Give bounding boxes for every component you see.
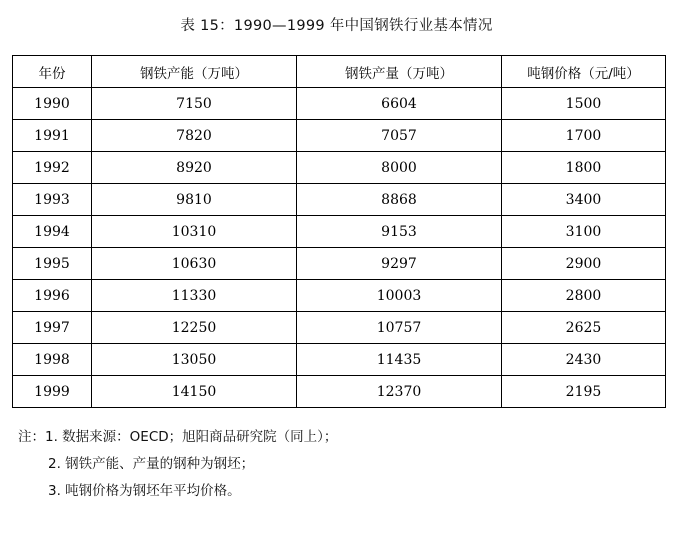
cell-year: 1995 — [13, 248, 92, 280]
column-header-capacity: 钢铁产能（万吨） — [92, 56, 297, 88]
cell-capacity: 8920 — [92, 152, 297, 184]
cell-capacity: 10310 — [92, 216, 297, 248]
table-row — [13, 312, 666, 344]
cell-price: 1700 — [502, 120, 666, 152]
column-header-year: 年份 — [13, 56, 92, 88]
cell-price: 1500 — [502, 88, 666, 120]
cell-capacity: 11330 — [92, 280, 297, 312]
table-row — [13, 280, 666, 312]
table-head — [13, 56, 666, 88]
cell-price: 2430 — [502, 344, 666, 376]
cell-capacity: 12250 — [92, 312, 297, 344]
cell-price: 2625 — [502, 312, 666, 344]
cell-output: 8868 — [297, 184, 502, 216]
cell-price: 3400 — [502, 184, 666, 216]
table-header-row — [13, 56, 666, 88]
table-row — [13, 88, 666, 120]
table-container — [12, 55, 661, 408]
table-row — [13, 248, 666, 280]
cell-output: 8000 — [297, 152, 502, 184]
cell-price: 3100 — [502, 216, 666, 248]
cell-output: 11435 — [297, 344, 502, 376]
table-row — [13, 120, 666, 152]
cell-year: 1999 — [13, 376, 92, 408]
column-header-output: 钢铁产量（万吨） — [297, 56, 502, 88]
cell-output: 6604 — [297, 88, 502, 120]
table-row — [13, 152, 666, 184]
cell-year: 1990 — [13, 88, 92, 120]
cell-year: 1996 — [13, 280, 92, 312]
cell-output: 7057 — [297, 120, 502, 152]
cell-year: 1997 — [13, 312, 92, 344]
steel-industry-table — [12, 55, 666, 408]
note-line-1: 注：1. 数据来源：OECD；旭阳商品研究院（同上）； — [18, 429, 338, 445]
column-header-price: 吨钢价格（元/吨） — [502, 56, 666, 88]
cell-year: 1994 — [13, 216, 92, 248]
table-notes — [0, 424, 673, 505]
cell-price: 2195 — [502, 376, 666, 408]
table-row — [13, 376, 666, 408]
cell-capacity: 14150 — [92, 376, 297, 408]
table-row — [13, 216, 666, 248]
cell-year: 1991 — [13, 120, 92, 152]
cell-output: 12370 — [297, 376, 502, 408]
cell-output: 10757 — [297, 312, 502, 344]
note-line-3: 3. 吨钢价格为钢坯年平均价格。 — [48, 483, 241, 499]
table-row — [13, 344, 666, 376]
cell-capacity: 7820 — [92, 120, 297, 152]
table-body — [13, 88, 666, 408]
cell-price: 1800 — [502, 152, 666, 184]
cell-output: 10003 — [297, 280, 502, 312]
cell-price: 2900 — [502, 248, 666, 280]
cell-capacity: 7150 — [92, 88, 297, 120]
cell-capacity: 13050 — [92, 344, 297, 376]
cell-year: 1993 — [13, 184, 92, 216]
table-row — [13, 184, 666, 216]
cell-capacity: 9810 — [92, 184, 297, 216]
cell-output: 9297 — [297, 248, 502, 280]
cell-year: 1992 — [13, 152, 92, 184]
cell-year: 1998 — [13, 344, 92, 376]
cell-output: 9153 — [297, 216, 502, 248]
table-caption: 表 15：1990—1999 年中国钢铁行业基本情况 — [180, 18, 493, 34]
document-page — [0, 14, 673, 535]
cell-price: 2800 — [502, 280, 666, 312]
note-line-2: 2. 钢铁产能、产量的钢种为钢坯； — [48, 456, 255, 472]
cell-capacity: 10630 — [92, 248, 297, 280]
